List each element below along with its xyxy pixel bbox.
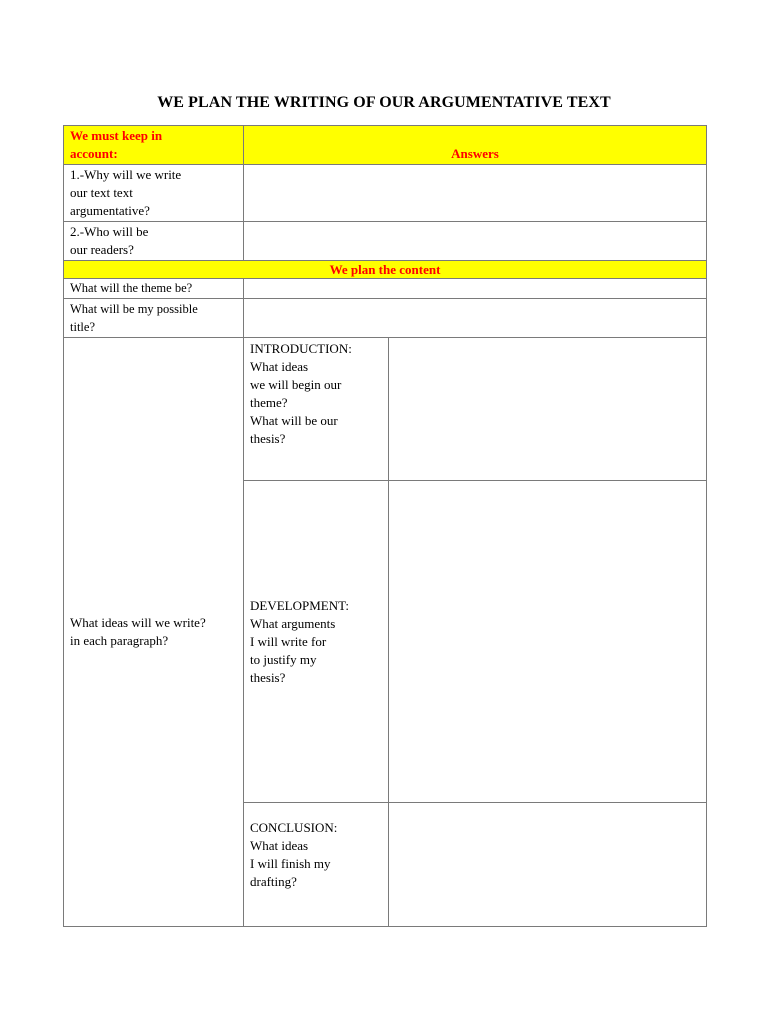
answer-why-write[interactable] — [244, 165, 707, 222]
table-row — [64, 279, 707, 299]
answer-introduction[interactable] — [389, 338, 707, 481]
table-row — [64, 299, 707, 338]
header-keep-in-account: We must keep in account: — [64, 126, 244, 165]
prompt-development: DEVELOPMENT: What arguments I will write for to justify my thesis? — [244, 481, 389, 803]
answer-who-readers[interactable] — [244, 222, 707, 261]
question-why-write: 1.-Why will we write our text text argumentative? — [64, 165, 244, 222]
answer-title[interactable] — [244, 299, 707, 338]
question-paragraph-ideas: What ideas will we write? in each paragraph? — [64, 338, 244, 927]
answer-development[interactable] — [389, 481, 707, 803]
question-theme: What will the theme be? — [64, 279, 244, 299]
question-title: What will be my possible title? — [64, 299, 244, 338]
document-title: WE PLAN THE WRITING OF OUR ARGUMENTATIVE TEXT — [157, 94, 611, 111]
question-who-readers: 2.-Who will be our readers? — [64, 222, 244, 261]
header-answers: Answers — [244, 126, 707, 165]
prompt-conclusion: CONCLUSION: What ideas I will finish my drafting? — [244, 803, 389, 927]
content-header-row — [64, 261, 707, 279]
table-row — [64, 338, 707, 481]
table-row — [64, 222, 707, 261]
planning-table — [63, 125, 707, 927]
answer-theme[interactable] — [244, 279, 707, 299]
answer-conclusion[interactable] — [389, 803, 707, 927]
table-header-row — [64, 126, 707, 165]
content-header: We plan the content — [64, 261, 707, 279]
table-row — [64, 165, 707, 222]
prompt-introduction: INTRODUCTION: What ideas we will begin our theme? What will be our thesis? — [244, 338, 389, 481]
